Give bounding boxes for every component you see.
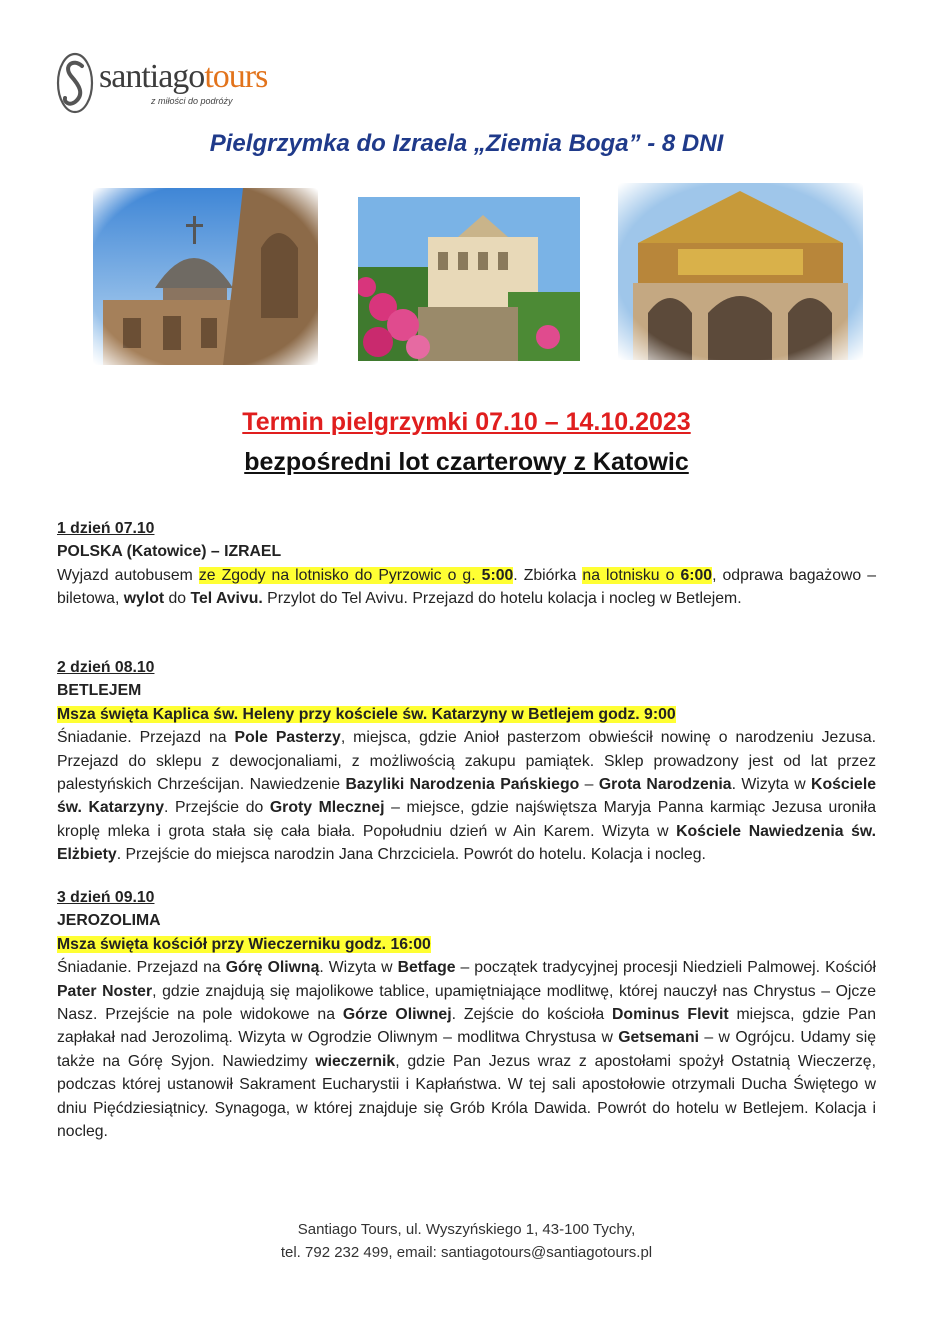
- logo-tagline: z miłości do podróży: [151, 96, 233, 106]
- logo-wordmark: santiagotours: [99, 58, 268, 95]
- day-2-mass-info: Msza święta Kaplica św. Heleny przy kościele św. Katarzyny w Betlejem godz. 9:00: [57, 705, 676, 723]
- day-3-section: [57, 886, 876, 1143]
- day-2-heading: 2 dzień 08.10: [57, 659, 155, 676]
- day-3-location: JEROZOLIMA: [57, 912, 161, 930]
- logo-s-emblem-icon: [55, 52, 95, 114]
- flight-info-heading: bezpośredni lot czarterowy z Katowic: [244, 448, 689, 476]
- day-1-section: [57, 517, 876, 611]
- day-2-description: Śniadanie. Przejazd na Pole Pasterzy, miejsca, gdzie Anioł pasterzom obwieścił nowinę o narodzeniu Jezusa. Przejazd do sklepu z dewocjonaliami, z możliwością zakupu pamiątek. Sklep prowadzony jest od lat przez palestyńskich Chrześcijan. Nawiedzenie Bazyliki Narodzenia Pańskiego – Grota Narodzenia. Wizyta w Kościele św. Katarzyny. Przejście do Groty Mlecznej – miejsce, gdzie najświętsza Maryja Panna karmiąc Jezusa uroniła kroplę mleka i grota stała się cała biała. Popołudniu dzień w Ain Karem. Wizyta w Kościele Nawiedzenia św. Elżbiety. Przejście do miejsca narodzin Jana Chrzciciela. Powrót do hotelu. Kolacja i nocleg.: [57, 729, 877, 864]
- day-3-description: Śniadanie. Przejazd na Górę Oliwną. Wizyta w Betfage – początek tradycyjnej procesji Niedzieli Palmowej. Kościół Pater Noster, gdzie znajdują się majolikowe tablice, upamiętniające modlitwę, której nauczył nas Chrystus – Ojcze Nasz. Przejście na pole widokowe na Górze Oliwnej. Zejście do kościoła Dominus Flevit miejsca, gdzie Pan zapłakał nad Jerozolimą. Wizyta w Ogrodzie Oliwnym – modlitwa Chrystusa w Getsemani – w Ogrójcu. Udamy się także na Górę Syjon. Nawiedzimy wieczernik, gdzie Pan Jezus wraz z apostołami spożył Ostatnią Wieczerzę, podczas której ustanowił Sakrament Eucharystii i Kapłaństwa. W tej sali apostołowie otrzymali Ducha Świętego w dniu Pięćdziesiątnicy. Synagoga, w której znajduje się Grób Króla Dawida. Powrót do hotelu w Betlejem. Kolacja i nocleg.: [57, 959, 876, 1141]
- photo-basilica-of-agony: [618, 183, 863, 360]
- day-3-heading: 3 dzień 09.10: [57, 889, 155, 906]
- trip-dates-heading: Termin pielgrzymki 07.10 – 14.10.2023: [242, 408, 691, 436]
- day-2-location: BETLEJEM: [57, 682, 142, 700]
- day-2-section: [57, 656, 876, 867]
- day-1-description: Wyjazd autobusem ze Zgody na lotnisko do Pyrzowic o g. 5:00. Zbiórka na lotnisku o 6:00, odprawa bagażowo – biletowa, wylot do Tel Avivu. Przylot do Tel Avivu. Przejazd do hotelu kolacja i nocleg w Betlejem.: [57, 566, 876, 608]
- footer-address: Santiago Tours, ul. Wyszyńskiego 1, 43-100 Tychy,: [297, 1221, 636, 1238]
- footer-contact: [0, 1218, 933, 1264]
- company-logo: [55, 52, 345, 118]
- photo-church-with-flowers: [358, 197, 580, 361]
- photo-holy-sepulchre: [93, 188, 318, 365]
- page-title: Pielgrzymka do Izraela „Ziemia Boga” - 8 DNI: [209, 130, 724, 157]
- day-3-mass-info: Msza święta kościół przy Wieczerniku godz. 16:00: [57, 935, 431, 953]
- day-1-route: POLSKA (Katowice) – IZRAEL: [57, 543, 282, 561]
- day-1-heading: 1 dzień 07.10: [57, 520, 155, 537]
- footer-phone-email: tel. 792 232 499, email: santiagotours@santiagotours.pl: [280, 1244, 653, 1261]
